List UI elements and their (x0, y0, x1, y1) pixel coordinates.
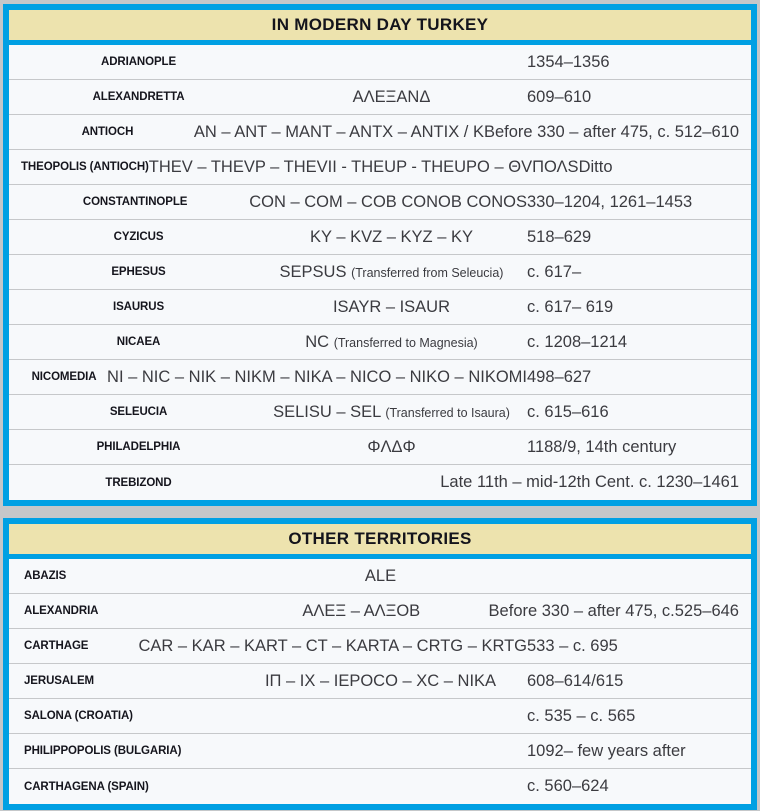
mint-location: ALEXANDRETTA (92, 91, 185, 103)
table-title: OTHER TERRITORIES (9, 524, 751, 559)
table-row (9, 115, 751, 150)
mint-transfer-note: (Transferred from Seleucia) (351, 265, 504, 280)
table-row (9, 80, 751, 115)
mint-location: TREBIZOND (105, 476, 172, 489)
table-row (9, 699, 751, 734)
mint-dates: 609–610 (527, 87, 592, 106)
mint-marks: ΦΛΔΦ (367, 437, 416, 456)
table-row (9, 255, 751, 290)
mint-dates: c. 615–616 (527, 402, 609, 421)
table-row (9, 430, 751, 465)
table-row (9, 769, 751, 804)
mint-dates: 1188/9, 14th century (527, 437, 677, 456)
mint-marks: THEV – THEVP – THEVII - THEUP - THEUPO – ΘVΠΟΛS (148, 157, 579, 176)
mint-location: SALONA (CROATIA) (24, 710, 133, 722)
mint-marks: ALE (364, 566, 397, 585)
table-row (9, 290, 751, 325)
table-row (9, 45, 751, 80)
table-row (9, 395, 751, 430)
mint-location: SELEUCIA (109, 406, 168, 418)
table-row (9, 150, 751, 185)
table-row (9, 594, 751, 629)
mint-location: CARTHAGE (24, 640, 89, 652)
mint-location: ANTIOCH (81, 126, 134, 138)
table-row (9, 220, 751, 255)
mint-marks: SEPSUS (Transferred from Seleucia) (279, 262, 504, 281)
mint-dates: c. 535 – c. 565 (527, 706, 636, 725)
mint-transfer-note: (Transferred to Magnesia) (333, 335, 478, 350)
mint-dates: 608–614/615 (527, 671, 624, 690)
table-row (9, 185, 751, 220)
mint-dates: Before 330 – after 475, c.525–646 (488, 601, 739, 620)
mint-location: PHILADELPHIA (96, 441, 181, 453)
mint-dates: c. 1208–1214 (527, 332, 628, 351)
mint-marks: IΠ – IX – IEPOCO – XC – NIKA (264, 671, 497, 690)
mint-location: NICAEA (116, 336, 161, 348)
mint-transfer-note: (Transferred to Isaura) (385, 405, 510, 420)
mint-dates: 518–629 (527, 227, 592, 246)
mint-marks: CAR – KAR – KART – CT – KARTA – CRTG – KRTG (138, 636, 527, 655)
mint-location: CARTHAGENA (SPAIN) (24, 780, 149, 793)
table-modern-day-turkey (3, 4, 757, 506)
mint-marks: NC (Transferred to Magnesia) (305, 332, 478, 351)
mint-location: NICOMEDIA (31, 371, 97, 383)
table-row (9, 664, 751, 699)
mint-location: JERUSALEM (24, 675, 95, 687)
table-row (9, 360, 751, 395)
mint-location: ABAZIS (24, 570, 67, 582)
table-row (9, 559, 751, 594)
mint-dates: 1354–1356 (527, 52, 610, 71)
table-row (9, 465, 751, 500)
mint-dates: 1092– few years after (527, 741, 686, 760)
mint-dates: 533 – c. 695 (527, 636, 618, 655)
mint-location: EPHESUS (111, 266, 166, 278)
table-body (9, 45, 751, 500)
mint-marks: KY – KVZ – KYZ – KY (310, 227, 473, 246)
mint-location: ADRIANOPLE (100, 56, 177, 68)
mint-marks: NI – NIC – NIK – NIKM – NIKA – NICO – NIKO – NIKOMI (107, 367, 527, 386)
mint-dates: Ditto (578, 157, 613, 176)
mint-location: ALEXANDRIA (24, 605, 99, 617)
table-title: IN MODERN DAY TURKEY (9, 10, 751, 45)
mint-location: CYZICUS (113, 231, 164, 243)
table-row (9, 734, 751, 769)
mint-marks: ΑΛΕΞ – ΑΛΞΟΒ (302, 601, 421, 620)
mint-dates: Before 330 – after 475, c. 512–610 (483, 122, 739, 141)
mint-dates: c. 617– 619 (527, 297, 614, 316)
table-row (9, 325, 751, 360)
table-row (9, 629, 751, 664)
mint-dates: 330–1204, 1261–1453 (527, 192, 693, 211)
table-other-territories (3, 518, 757, 810)
mint-marks: ISAYR – ISAUR (332, 297, 451, 316)
mint-dates: Late 11th – mid-12th Cent. c. 1230–1461 (440, 473, 739, 491)
mint-dates: c. 560–624 (527, 777, 609, 795)
mint-marks: ΑΛΕΞΑΝΔ (352, 87, 431, 106)
mint-marks: CON – COM – COB CONOB CONOS (249, 192, 527, 211)
mint-dates: 498–627 (527, 367, 592, 386)
mint-location: THEOPOLIS (ANTIOCH) (21, 161, 149, 173)
mint-dates: c. 617– (527, 262, 582, 281)
mint-marks: SELISU – SEL (Transferred to Isaura) (273, 402, 510, 421)
table-body (9, 559, 751, 804)
mint-location: CONSTANTINOPLE (82, 196, 188, 208)
mint-marks: AN – ANT – MANT – ANTX – ANTIX / K (193, 122, 484, 141)
mint-location: ISAURUS (112, 301, 165, 313)
mint-location: PHILIPPOPOLIS (BULGARIA) (24, 745, 182, 757)
